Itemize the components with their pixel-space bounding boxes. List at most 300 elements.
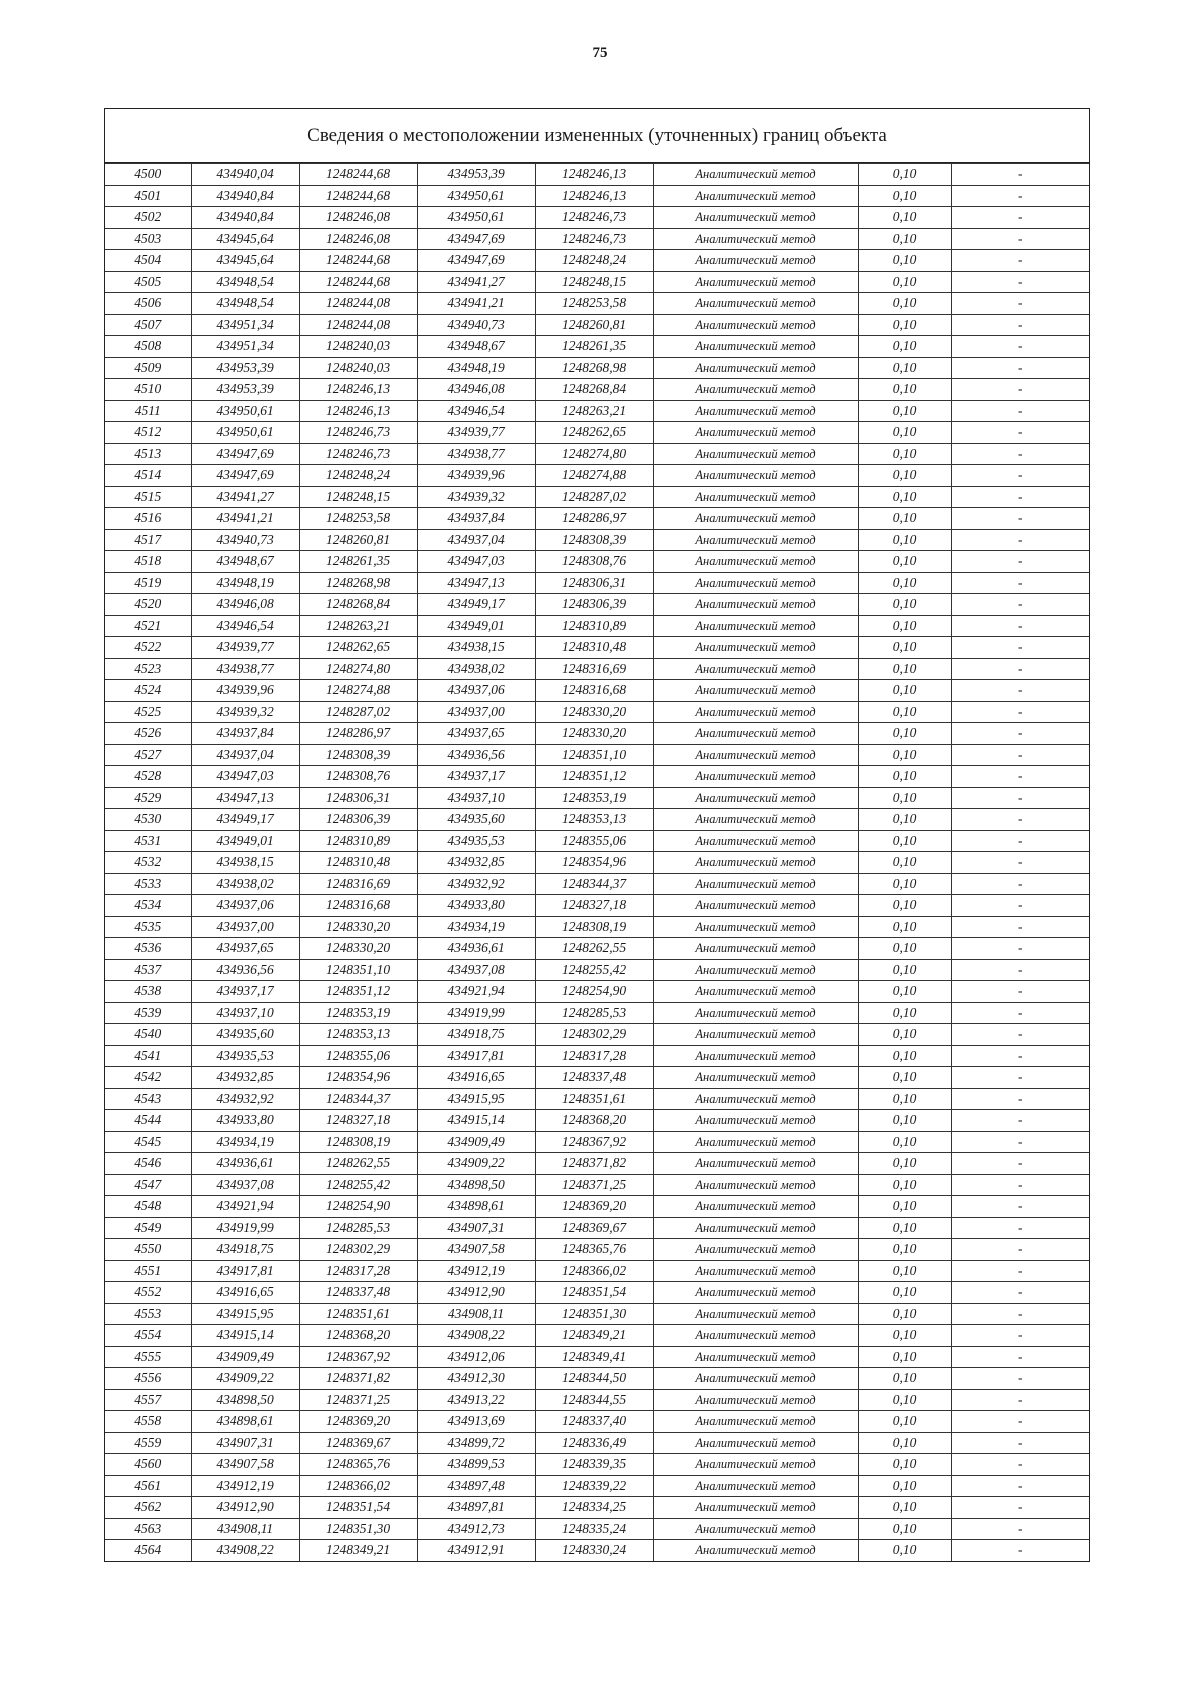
x-end-cell: 434937,84 <box>417 508 535 530</box>
x-start-cell: 434941,21 <box>191 508 299 530</box>
point-number-cell: 4523 <box>105 658 191 680</box>
x-end-cell: 434937,17 <box>417 766 535 788</box>
y-end-cell: 1248337,40 <box>535 1411 653 1433</box>
table-row <box>105 1497 1089 1519</box>
point-number-cell: 4528 <box>105 766 191 788</box>
point-number-cell: 4507 <box>105 314 191 336</box>
x-end-cell: 434936,56 <box>417 744 535 766</box>
y-end-cell: 1248268,84 <box>535 379 653 401</box>
y-end-cell: 1248317,28 <box>535 1045 653 1067</box>
method-cell: Аналитический метод <box>653 529 858 551</box>
x-end-cell: 434934,19 <box>417 916 535 938</box>
remark-cell: - <box>951 1518 1089 1540</box>
point-number-cell: 4513 <box>105 443 191 465</box>
y-start-cell: 1248353,13 <box>299 1024 417 1046</box>
y-end-cell: 1248355,06 <box>535 830 653 852</box>
x-end-cell: 434940,73 <box>417 314 535 336</box>
point-number-cell: 4564 <box>105 1540 191 1561</box>
table-row <box>105 1475 1089 1497</box>
x-start-cell: 434948,19 <box>191 572 299 594</box>
y-start-cell: 1248286,97 <box>299 723 417 745</box>
point-number-cell: 4515 <box>105 486 191 508</box>
accuracy-cell: 0,10 <box>858 572 951 594</box>
accuracy-cell: 0,10 <box>858 1024 951 1046</box>
y-end-cell: 1248254,90 <box>535 981 653 1003</box>
accuracy-cell: 0,10 <box>858 1346 951 1368</box>
remark-cell: - <box>951 164 1089 186</box>
y-start-cell: 1248268,84 <box>299 594 417 616</box>
point-number-cell: 4550 <box>105 1239 191 1261</box>
y-start-cell: 1248248,24 <box>299 465 417 487</box>
x-end-cell: 434941,21 <box>417 293 535 315</box>
x-start-cell: 434938,77 <box>191 658 299 680</box>
y-start-cell: 1248302,29 <box>299 1239 417 1261</box>
remark-cell: - <box>951 250 1089 272</box>
point-number-cell: 4524 <box>105 680 191 702</box>
y-start-cell: 1248274,80 <box>299 658 417 680</box>
point-number-cell: 4511 <box>105 400 191 422</box>
x-start-cell: 434907,31 <box>191 1432 299 1454</box>
y-end-cell: 1248353,13 <box>535 809 653 831</box>
y-start-cell: 1248261,35 <box>299 551 417 573</box>
table-row <box>105 680 1089 702</box>
point-number-cell: 4504 <box>105 250 191 272</box>
y-end-cell: 1248369,67 <box>535 1217 653 1239</box>
x-start-cell: 434937,06 <box>191 895 299 917</box>
point-number-cell: 4500 <box>105 164 191 186</box>
table-row <box>105 787 1089 809</box>
method-cell: Аналитический метод <box>653 400 858 422</box>
coordinates-table <box>105 163 1089 1561</box>
table-row <box>105 1540 1089 1561</box>
remark-cell: - <box>951 830 1089 852</box>
remark-cell: - <box>951 1475 1089 1497</box>
point-number-cell: 4521 <box>105 615 191 637</box>
x-start-cell: 434908,11 <box>191 1518 299 1540</box>
y-start-cell: 1248351,10 <box>299 959 417 981</box>
remark-cell: - <box>951 1153 1089 1175</box>
y-end-cell: 1248369,20 <box>535 1196 653 1218</box>
x-end-cell: 434919,99 <box>417 1002 535 1024</box>
y-end-cell: 1248351,12 <box>535 766 653 788</box>
y-start-cell: 1248344,37 <box>299 1088 417 1110</box>
x-start-cell: 434909,49 <box>191 1346 299 1368</box>
x-start-cell: 434916,65 <box>191 1282 299 1304</box>
x-end-cell: 434933,80 <box>417 895 535 917</box>
y-start-cell: 1248274,88 <box>299 680 417 702</box>
accuracy-cell: 0,10 <box>858 1325 951 1347</box>
remark-cell: - <box>951 508 1089 530</box>
point-number-cell: 4529 <box>105 787 191 809</box>
accuracy-cell: 0,10 <box>858 1368 951 1390</box>
remark-cell: - <box>951 1110 1089 1132</box>
method-cell: Аналитический метод <box>653 486 858 508</box>
accuracy-cell: 0,10 <box>858 615 951 637</box>
point-number-cell: 4563 <box>105 1518 191 1540</box>
y-start-cell: 1248327,18 <box>299 1110 417 1132</box>
method-cell: Аналитический метод <box>653 379 858 401</box>
x-end-cell: 434918,75 <box>417 1024 535 1046</box>
accuracy-cell: 0,10 <box>858 723 951 745</box>
y-start-cell: 1248285,53 <box>299 1217 417 1239</box>
remark-cell: - <box>951 1303 1089 1325</box>
method-cell: Аналитический метод <box>653 1411 858 1433</box>
table-row <box>105 809 1089 831</box>
method-cell: Аналитический метод <box>653 1475 858 1497</box>
table-row <box>105 400 1089 422</box>
accuracy-cell: 0,10 <box>858 938 951 960</box>
y-end-cell: 1248261,35 <box>535 336 653 358</box>
remark-cell: - <box>951 637 1089 659</box>
accuracy-cell: 0,10 <box>858 787 951 809</box>
y-end-cell: 1248351,61 <box>535 1088 653 1110</box>
point-number-cell: 4526 <box>105 723 191 745</box>
method-cell: Аналитический метод <box>653 508 858 530</box>
table-row <box>105 1368 1089 1390</box>
remark-cell: - <box>951 787 1089 809</box>
table-row <box>105 271 1089 293</box>
point-number-cell: 4512 <box>105 422 191 444</box>
point-number-cell: 4555 <box>105 1346 191 1368</box>
x-end-cell: 434947,13 <box>417 572 535 594</box>
remark-cell: - <box>951 379 1089 401</box>
table-row <box>105 551 1089 573</box>
accuracy-cell: 0,10 <box>858 1540 951 1561</box>
x-start-cell: 434941,27 <box>191 486 299 508</box>
x-end-cell: 434932,85 <box>417 852 535 874</box>
accuracy-cell: 0,10 <box>858 873 951 895</box>
y-start-cell: 1248371,25 <box>299 1389 417 1411</box>
method-cell: Аналитический метод <box>653 1303 858 1325</box>
x-start-cell: 434947,03 <box>191 766 299 788</box>
y-end-cell: 1248354,96 <box>535 852 653 874</box>
point-number-cell: 4531 <box>105 830 191 852</box>
x-end-cell: 434950,61 <box>417 207 535 229</box>
x-end-cell: 434939,77 <box>417 422 535 444</box>
accuracy-cell: 0,10 <box>858 1389 951 1411</box>
remark-cell: - <box>951 228 1089 250</box>
y-start-cell: 1248246,08 <box>299 228 417 250</box>
y-end-cell: 1248353,19 <box>535 787 653 809</box>
point-number-cell: 4520 <box>105 594 191 616</box>
x-end-cell: 434937,65 <box>417 723 535 745</box>
y-start-cell: 1248351,12 <box>299 981 417 1003</box>
table-row <box>105 228 1089 250</box>
x-start-cell: 434935,53 <box>191 1045 299 1067</box>
method-cell: Аналитический метод <box>653 916 858 938</box>
y-start-cell: 1248244,08 <box>299 293 417 315</box>
x-start-cell: 434947,69 <box>191 465 299 487</box>
x-end-cell: 434936,61 <box>417 938 535 960</box>
x-start-cell: 434940,84 <box>191 207 299 229</box>
point-number-cell: 4535 <box>105 916 191 938</box>
remark-cell: - <box>951 1389 1089 1411</box>
point-number-cell: 4546 <box>105 1153 191 1175</box>
point-number-cell: 4559 <box>105 1432 191 1454</box>
y-end-cell: 1248306,31 <box>535 572 653 594</box>
table-row <box>105 1518 1089 1540</box>
method-cell: Аналитический метод <box>653 766 858 788</box>
y-start-cell: 1248330,20 <box>299 916 417 938</box>
table-row <box>105 1045 1089 1067</box>
y-start-cell: 1248308,39 <box>299 744 417 766</box>
accuracy-cell: 0,10 <box>858 314 951 336</box>
method-cell: Аналитический метод <box>653 1325 858 1347</box>
y-end-cell: 1248366,02 <box>535 1260 653 1282</box>
y-end-cell: 1248308,19 <box>535 916 653 938</box>
method-cell: Аналитический метод <box>653 1389 858 1411</box>
x-end-cell: 434935,53 <box>417 830 535 852</box>
table-row <box>105 357 1089 379</box>
x-start-cell: 434948,54 <box>191 293 299 315</box>
accuracy-cell: 0,10 <box>858 379 951 401</box>
remark-cell: - <box>951 1540 1089 1561</box>
table-body <box>105 164 1089 1561</box>
y-end-cell: 1248351,30 <box>535 1303 653 1325</box>
method-cell: Аналитический метод <box>653 443 858 465</box>
x-end-cell: 434946,08 <box>417 379 535 401</box>
accuracy-cell: 0,10 <box>858 1518 951 1540</box>
remark-cell: - <box>951 615 1089 637</box>
y-end-cell: 1248274,80 <box>535 443 653 465</box>
x-start-cell: 434937,08 <box>191 1174 299 1196</box>
x-end-cell: 434907,31 <box>417 1217 535 1239</box>
x-start-cell: 434953,39 <box>191 379 299 401</box>
y-start-cell: 1248367,92 <box>299 1346 417 1368</box>
x-start-cell: 434950,61 <box>191 422 299 444</box>
x-end-cell: 434913,69 <box>417 1411 535 1433</box>
x-end-cell: 434909,22 <box>417 1153 535 1175</box>
method-cell: Аналитический метод <box>653 1131 858 1153</box>
y-end-cell: 1248368,20 <box>535 1110 653 1132</box>
x-start-cell: 434938,15 <box>191 852 299 874</box>
x-end-cell: 434912,73 <box>417 1518 535 1540</box>
x-start-cell: 434945,64 <box>191 228 299 250</box>
y-end-cell: 1248336,49 <box>535 1432 653 1454</box>
table-row <box>105 207 1089 229</box>
x-end-cell: 434932,92 <box>417 873 535 895</box>
x-start-cell: 434915,95 <box>191 1303 299 1325</box>
remark-cell: - <box>951 873 1089 895</box>
x-start-cell: 434912,19 <box>191 1475 299 1497</box>
method-cell: Аналитический метод <box>653 787 858 809</box>
y-end-cell: 1248248,15 <box>535 271 653 293</box>
table-row <box>105 1389 1089 1411</box>
table-row <box>105 529 1089 551</box>
accuracy-cell: 0,10 <box>858 766 951 788</box>
remark-cell: - <box>951 1325 1089 1347</box>
remark-cell: - <box>951 443 1089 465</box>
table-row <box>105 1067 1089 1089</box>
point-number-cell: 4525 <box>105 701 191 723</box>
y-end-cell: 1248246,13 <box>535 185 653 207</box>
y-end-cell: 1248316,69 <box>535 658 653 680</box>
remark-cell: - <box>951 1239 1089 1261</box>
remark-cell: - <box>951 551 1089 573</box>
table-row <box>105 508 1089 530</box>
y-start-cell: 1248349,21 <box>299 1540 417 1561</box>
table-row <box>105 1196 1089 1218</box>
remark-cell: - <box>951 422 1089 444</box>
remark-cell: - <box>951 1282 1089 1304</box>
y-start-cell: 1248244,68 <box>299 185 417 207</box>
x-end-cell: 434909,49 <box>417 1131 535 1153</box>
point-number-cell: 4503 <box>105 228 191 250</box>
x-end-cell: 434912,90 <box>417 1282 535 1304</box>
point-number-cell: 4516 <box>105 508 191 530</box>
y-start-cell: 1248287,02 <box>299 701 417 723</box>
remark-cell: - <box>951 465 1089 487</box>
y-start-cell: 1248316,68 <box>299 895 417 917</box>
x-end-cell: 434949,01 <box>417 615 535 637</box>
x-start-cell: 434908,22 <box>191 1540 299 1561</box>
accuracy-cell: 0,10 <box>858 529 951 551</box>
method-cell: Аналитический метод <box>653 1497 858 1519</box>
accuracy-cell: 0,10 <box>858 895 951 917</box>
table-row <box>105 164 1089 186</box>
method-cell: Аналитический метод <box>653 271 858 293</box>
y-start-cell: 1248317,28 <box>299 1260 417 1282</box>
accuracy-cell: 0,10 <box>858 1497 951 1519</box>
y-end-cell: 1248262,55 <box>535 938 653 960</box>
method-cell: Аналитический метод <box>653 981 858 1003</box>
remark-cell: - <box>951 895 1089 917</box>
remark-cell: - <box>951 680 1089 702</box>
table-row <box>105 766 1089 788</box>
point-number-cell: 4539 <box>105 1002 191 1024</box>
y-start-cell: 1248351,30 <box>299 1518 417 1540</box>
point-number-cell: 4560 <box>105 1454 191 1476</box>
point-number-cell: 4536 <box>105 938 191 960</box>
point-number-cell: 4549 <box>105 1217 191 1239</box>
remark-cell: - <box>951 1131 1089 1153</box>
remark-cell: - <box>951 938 1089 960</box>
remark-cell: - <box>951 1217 1089 1239</box>
x-end-cell: 434913,22 <box>417 1389 535 1411</box>
x-start-cell: 434937,00 <box>191 916 299 938</box>
remark-cell: - <box>951 207 1089 229</box>
x-end-cell: 434937,06 <box>417 680 535 702</box>
method-cell: Аналитический метод <box>653 615 858 637</box>
x-start-cell: 434917,81 <box>191 1260 299 1282</box>
y-start-cell: 1248240,03 <box>299 336 417 358</box>
table-row <box>105 1131 1089 1153</box>
accuracy-cell: 0,10 <box>858 1196 951 1218</box>
remark-cell: - <box>951 572 1089 594</box>
table-row <box>105 379 1089 401</box>
remark-cell: - <box>951 744 1089 766</box>
y-end-cell: 1248371,25 <box>535 1174 653 1196</box>
accuracy-cell: 0,10 <box>858 637 951 659</box>
point-number-cell: 4538 <box>105 981 191 1003</box>
remark-cell: - <box>951 1067 1089 1089</box>
point-number-cell: 4554 <box>105 1325 191 1347</box>
accuracy-cell: 0,10 <box>858 1475 951 1497</box>
y-end-cell: 1248255,42 <box>535 959 653 981</box>
point-number-cell: 4502 <box>105 207 191 229</box>
remark-cell: - <box>951 336 1089 358</box>
y-start-cell: 1248246,13 <box>299 379 417 401</box>
method-cell: Аналитический метод <box>653 1282 858 1304</box>
point-number-cell: 4533 <box>105 873 191 895</box>
point-number-cell: 4551 <box>105 1260 191 1282</box>
accuracy-cell: 0,10 <box>858 228 951 250</box>
y-end-cell: 1248344,50 <box>535 1368 653 1390</box>
method-cell: Аналитический метод <box>653 422 858 444</box>
x-end-cell: 434898,50 <box>417 1174 535 1196</box>
y-end-cell: 1248308,39 <box>535 529 653 551</box>
accuracy-cell: 0,10 <box>858 508 951 530</box>
x-start-cell: 434953,39 <box>191 357 299 379</box>
accuracy-cell: 0,10 <box>858 185 951 207</box>
table-row <box>105 1325 1089 1347</box>
accuracy-cell: 0,10 <box>858 1067 951 1089</box>
y-start-cell: 1248262,55 <box>299 1153 417 1175</box>
point-number-cell: 4514 <box>105 465 191 487</box>
point-number-cell: 4540 <box>105 1024 191 1046</box>
x-start-cell: 434940,84 <box>191 185 299 207</box>
point-number-cell: 4561 <box>105 1475 191 1497</box>
table-row <box>105 981 1089 1003</box>
remark-cell: - <box>951 1045 1089 1067</box>
accuracy-cell: 0,10 <box>858 680 951 702</box>
method-cell: Аналитический метод <box>653 594 858 616</box>
remark-cell: - <box>951 1260 1089 1282</box>
y-start-cell: 1248240,03 <box>299 357 417 379</box>
table-row <box>105 1454 1089 1476</box>
remark-cell: - <box>951 594 1089 616</box>
table-row <box>105 1110 1089 1132</box>
x-start-cell: 434946,08 <box>191 594 299 616</box>
y-start-cell: 1248365,76 <box>299 1454 417 1476</box>
x-end-cell: 434912,06 <box>417 1346 535 1368</box>
x-start-cell: 434951,34 <box>191 336 299 358</box>
accuracy-cell: 0,10 <box>858 1153 951 1175</box>
y-start-cell: 1248246,73 <box>299 422 417 444</box>
accuracy-cell: 0,10 <box>858 1002 951 1024</box>
point-number-cell: 4530 <box>105 809 191 831</box>
y-end-cell: 1248367,92 <box>535 1131 653 1153</box>
point-number-cell: 4557 <box>105 1389 191 1411</box>
x-end-cell: 434937,10 <box>417 787 535 809</box>
point-number-cell: 4545 <box>105 1131 191 1153</box>
x-start-cell: 434936,56 <box>191 959 299 981</box>
method-cell: Аналитический метод <box>653 680 858 702</box>
accuracy-cell: 0,10 <box>858 357 951 379</box>
point-number-cell: 4547 <box>105 1174 191 1196</box>
y-start-cell: 1248244,08 <box>299 314 417 336</box>
table-row <box>105 1260 1089 1282</box>
x-start-cell: 434949,17 <box>191 809 299 831</box>
method-cell: Аналитический метод <box>653 852 858 874</box>
table-row <box>105 938 1089 960</box>
y-end-cell: 1248344,55 <box>535 1389 653 1411</box>
table-row <box>105 465 1089 487</box>
table-row <box>105 830 1089 852</box>
point-number-cell: 4508 <box>105 336 191 358</box>
y-start-cell: 1248246,73 <box>299 443 417 465</box>
x-end-cell: 434899,53 <box>417 1454 535 1476</box>
x-end-cell: 434897,81 <box>417 1497 535 1519</box>
y-start-cell: 1248246,08 <box>299 207 417 229</box>
x-start-cell: 434947,69 <box>191 443 299 465</box>
y-end-cell: 1248287,02 <box>535 486 653 508</box>
remark-cell: - <box>951 1174 1089 1196</box>
accuracy-cell: 0,10 <box>858 1282 951 1304</box>
x-end-cell: 434898,61 <box>417 1196 535 1218</box>
x-end-cell: 434908,11 <box>417 1303 535 1325</box>
table-row <box>105 637 1089 659</box>
